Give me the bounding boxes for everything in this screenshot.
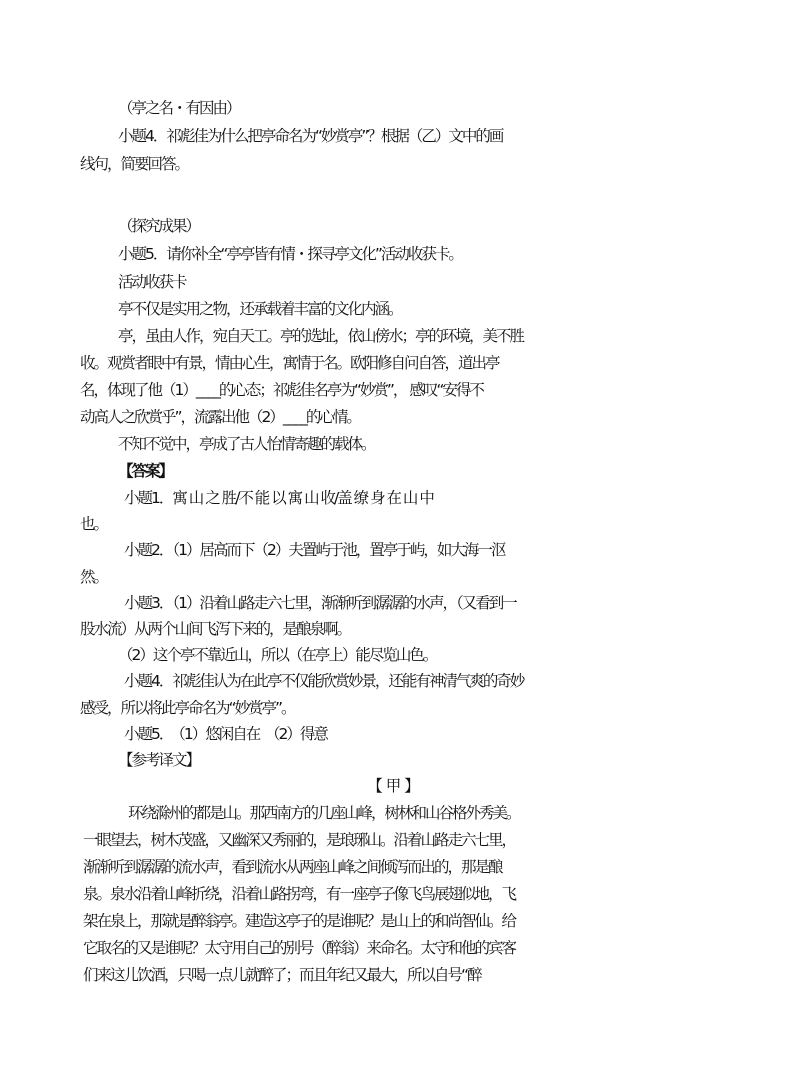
- translation-line-4: 泉。泉水沿着山峰折绕，沿着山路拐弯，有一座亭子像飞鸟展翅似地，飞: [83, 885, 516, 903]
- harvest-card-line-5: 动高人之欣赏乎”，流露出他（2）____的心情。: [80, 408, 360, 426]
- harvest-card-line-4: 名，体现了他（1）____的心态；祁彪佳名亭为“妙赏”， 感叹“安得不: [80, 381, 483, 399]
- section-heading-results: （探究成果）: [118, 217, 200, 235]
- translation-line-1: 环绕滁州的都是山。那西南方的几座山峰，树林和山谷格外秀美。: [128, 804, 520, 822]
- translation-line-3: 渐渐听到潺潺的流水声，看到流水从两座山峰之间倾泻而出的，那是酿: [83, 858, 502, 876]
- question-4-line-1: 小题4．祁彪佳为什么把亭命名为“妙赏亭”？根据（乙）文中的画: [118, 127, 503, 145]
- harvest-card-line-2: 亭，虽由人作，宛自天工。亭的选址，依山傍水；亭的环境，美不胜: [118, 327, 524, 345]
- answer-3-line-2: 股水流）从两个山间飞泻下来的，是酿泉啊。: [80, 620, 351, 638]
- harvest-card-title: 活动收获卡: [118, 273, 186, 291]
- translation-line-5: 架在泉上，那就是醉翁亭。建造这亭子的是谁呢？是山上的和尚智仙。给: [83, 912, 516, 930]
- translation-heading: 【参考译文】: [118, 751, 200, 769]
- harvest-card-line-6: 不知不觉中，亭成了古人怡情寄趣的载体。: [118, 435, 375, 453]
- answer-2-line-1: 小题2．（1）居高而下（2）夫置屿于池，置亭于屿，如大海一沤: [124, 541, 505, 559]
- translation-line-6: 它取名的又是谁呢？太守用自己的别号（醉翁）来命名。太守和他的宾客: [83, 939, 516, 957]
- answer-3-line-1: 小题3．（1）沿着山路走六七里，渐渐听到潺潺的水声，（又看到一: [124, 594, 516, 612]
- harvest-card-line-3: 收。观赏者眼中有景，情由心生，寓情于名。欧阳修自问自答，道出亭: [80, 354, 499, 372]
- answer-4-line-2: 感受，所以将此亭命名为“妙赏亭”。: [80, 699, 295, 717]
- translation-line-2: 一眼望去，树木茂盛，又幽深又秀丽的，是琅琊山。沿着山路走六七里，: [83, 831, 516, 849]
- answer-5: 小题5． （1）悠闲自在 （2）得意: [124, 725, 327, 743]
- answer-heading: 【答案】: [118, 462, 173, 480]
- answer-1-line-2: 也。: [80, 515, 108, 533]
- translation-line-7: 们来这儿饮酒，只喝一点儿就醉了；而且年纪又最大，所以自号“醉: [83, 966, 481, 984]
- harvest-card-line-1: 亭不仅是实用之物，还承载着丰富的文化内涵。: [118, 300, 402, 318]
- translation-part-jia-heading: 【甲】: [367, 777, 423, 795]
- answer-3-line-3: （2）这个亭不靠近山，所以（在亭上）能尽览山色。: [118, 646, 437, 664]
- section-heading-pavilion-name: （亭之名・有因由）: [118, 99, 240, 117]
- question-5: 小题5．请你补全“亭亭皆有情・探寻亭文化”活动收获卡。: [118, 245, 462, 263]
- question-4-line-2: 线句，简要回答。: [80, 155, 189, 173]
- answer-4-line-1: 小题4．祁彪佳认为在此亭不仅能欣赏妙景，还能有神清气爽的奇妙: [124, 672, 524, 690]
- answer-2-line-2: 然。: [80, 568, 108, 586]
- answer-1-line-1: 小题1．寓 山 之 胜/不 能 以 寓 山 收/盖 缭 身 在 山 中: [124, 489, 433, 507]
